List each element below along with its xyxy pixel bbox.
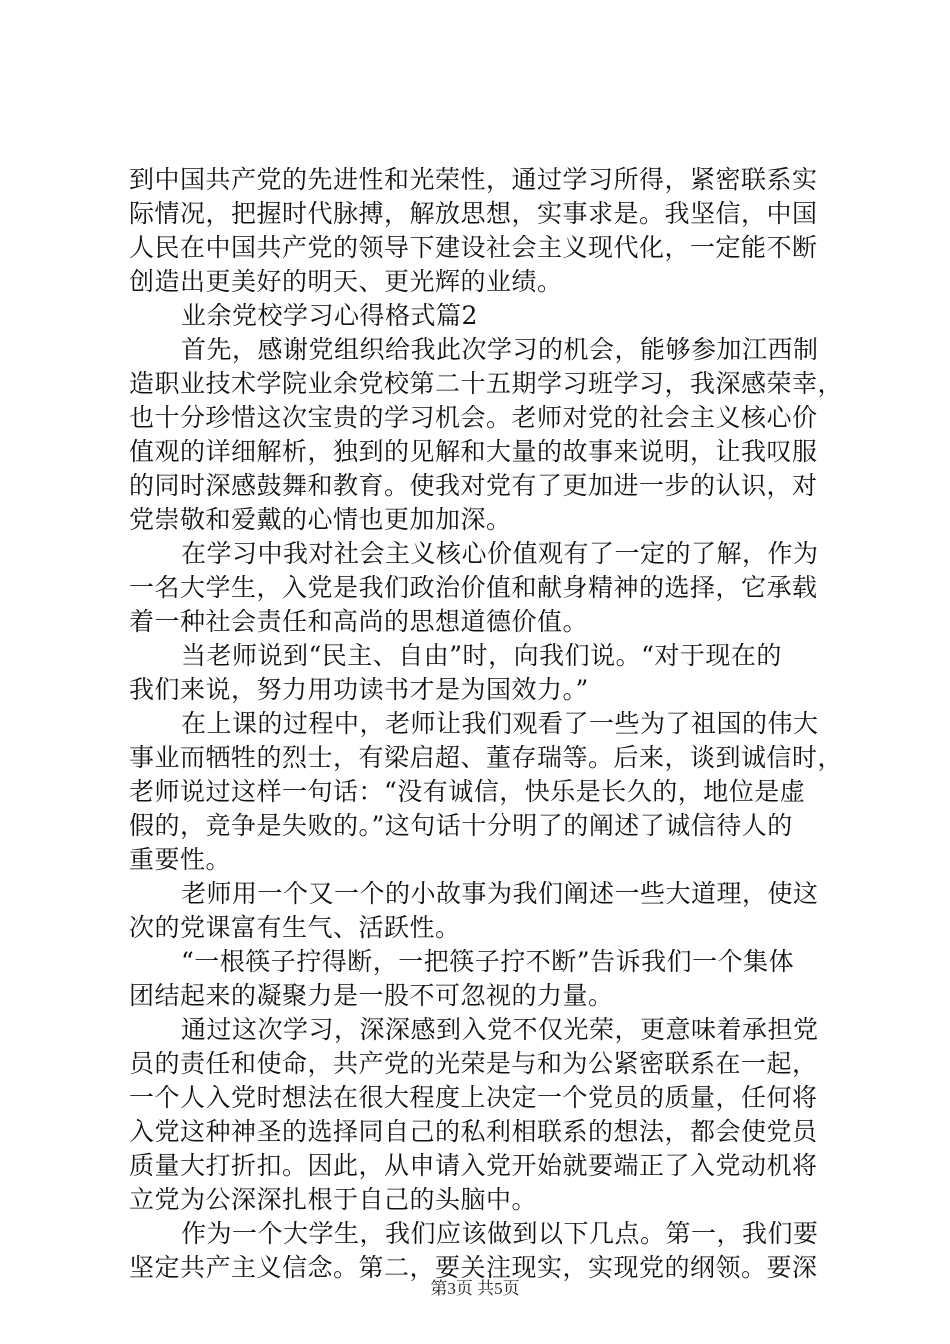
text-line: 当老师说到“民主、自由”时，向我们说。“对于现在的 [181,641,782,670]
text-line: “一根筷子拧得断，一把筷子拧不断”告诉我们一个集体 [181,947,795,976]
text-line: 我们来说，努力用功读书才是为国效力。” [129,675,589,704]
text-line: 的同时深感鼓舞和教育。使我对党有了更加进一步的认识，对 [129,471,818,500]
text-line: 党崇敬和爱戴的心情也更加加深。 [129,505,512,534]
text-line: 次的党课富有生气、活跃性。 [129,913,461,942]
text-line: 重要性。 [129,845,232,874]
text-line: 值观的详细解析，独到的见解和大量的故事来说明，让我叹服 [129,437,818,466]
text-line: 坚定共产主义信念。第二，要关注现实，实现党的纲领。要深 [129,1253,818,1282]
text-line: 通过这次学习，深深感到入党不仅光荣，更意味着承担党 [181,1015,819,1044]
text-line: 造职业技术学院业余党校第二十五期学习班学习，我深感荣幸， [129,369,844,398]
text-line: 一名大学生，入党是我们政治价值和献身精神的选择，它承载 [129,573,818,602]
text-line: 也十分珍惜这次宝贵的学习机会。老师对党的社会主义核心价 [129,403,818,432]
text-line: 创造出更美好的明天、更光辉的业绩。 [129,267,563,296]
page-number: 第3页 共5页 [430,1279,520,1298]
text-line: 老师用一个又一个的小故事为我们阐述一些大道理，使这 [181,879,819,908]
text-line: 首先，感谢党组织给我此次学习的机会，能够参加江西制 [181,335,819,364]
text-line: 老师说过这样一句话：“没有诚信，快乐是长久的，地位是虚 [129,777,806,806]
text-line: 立党为公深深扎根于自己的头脑中。 [129,1185,538,1214]
text-line: 员的责任和使命，共产党的光荣是与和为公紧密联系在一起， [129,1049,818,1078]
text-line: 际情况，把握时代脉搏，解放思想，实事求是。我坚信，中国 [129,199,818,228]
text-line: 入党这种神圣的选择同自己的私利相联系的想法，都会使党员 [129,1117,818,1146]
text-line: 一个人入党时想法在很大程度上决定一个党员的质量，任何将 [129,1083,818,1112]
text-line: 在上课的过程中，老师让我们观看了一些为了祖国的伟大 [181,709,819,738]
text-line: 团结起来的凝聚力是一股不可忽视的力量。 [129,981,614,1010]
section-heading: 业余党校学习心得格式篇2 [181,301,478,330]
text-line: 质量大打折扣。因此，从申请入党开始就要端正了入党动机将 [129,1151,818,1180]
text-line: 作为一个大学生，我们应该做到以下几点。第一，我们要 [181,1219,819,1248]
text-line: 事业而牺牲的烈士，有梁启超、董存瑞等。后来，谈到诚信时， [129,743,844,772]
text-line: 人民在中国共产党的领导下建设社会主义现代化，一定能不断 [129,233,818,262]
text-line: 着一种社会责任和高尚的思想道德价值。 [129,607,589,636]
text-line: 假的，竞争是失败的。”这句话十分明了的阐述了诚信待人的 [129,811,793,840]
text-line: 在学习中我对社会主义核心价值观有了一定的了解，作为 [181,539,819,568]
text-line: 到中国共产党的先进性和光荣性，通过学习所得，紧密联系实 [129,165,818,194]
